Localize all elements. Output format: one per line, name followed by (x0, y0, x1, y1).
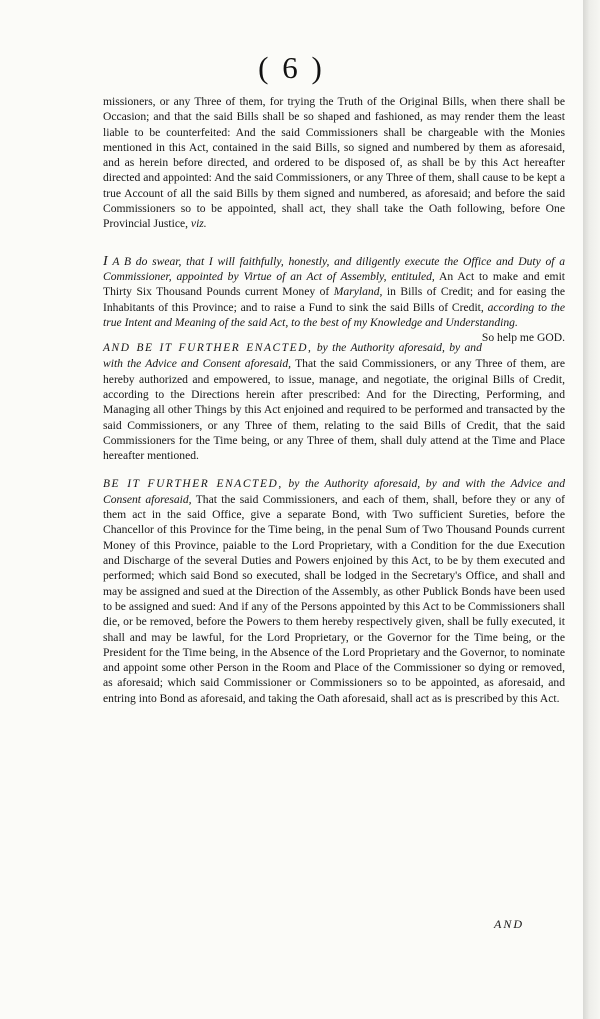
oath-closing: So help me GOD. (481, 331, 565, 345)
act-title-part1: An Act to make and emit Thirty Six Thousand Pounds current Money of (103, 269, 566, 299)
paragraph-text: That the said Commissioners, or any Three of them, are hereby authorized and empowered, to issue, manage, and negotiate, the original Bills of Credit, according to the Directions herein after prescribed: And for the Directing, Performing, and Managing all other Things by this Act enjoined and required to be performed and transacted by the said Commissioners, or any Three of them, relating to the said Bills of Credit, that the said Commissioners for the Time being, or any Three of them, shall duly attend at the Time and Place hereafter mentioned. (103, 357, 565, 463)
oath-initial: I (103, 253, 108, 269)
paragraph-text: missioners, or any Three of them, for trying the Truth of the Original Bills, when there shall be Occasion; and that the said Bills shall be so shaped and fashioned, as may render them the least liable to be counterfeited: And the said Commissioners shall be chargeable with the Monies mentioned in this Act, contained in the said Bills, so signed and numbered by them as aforesaid, and as herein before directed, and ordered to be disposed of, as shall be by this Act hereafter directed and appointed: And the said Commissioners, or any Three of them, shall cause to be kept a true Account of all the said Bills by them signed and numbered, as aforesaid; and before the said Commissioners so to be appointed, shall act, they shall take the Oath following, before One Provincial Justice, (103, 95, 565, 231)
oath-italic-text: A B do swear, that I will faithfully, honestly, and diligently execute the Office and Duty of a Commissioner, appointed by Virtue of an Act of Assembly, entituled, (103, 254, 565, 283)
catchword: AND (494, 917, 524, 931)
authority-clause: by the Authority aforesaid, by and with the Advice and Consent aforesaid, (103, 341, 482, 371)
oath-italic-closing: according to the true Intent and Meaning of the said Act, to the best of my Knowledge and Understanding. (103, 300, 565, 329)
paragraph-commissioners-duties (103, 94, 565, 232)
paragraph-issue-bills (103, 340, 565, 463)
maryland-word: Maryland, (333, 285, 383, 299)
act-title-part2: in Bills of Credit; and for easing the Inhabitants of this Province; and to raise a Fund to sink the said Bills of Credit, (103, 285, 566, 314)
viz-word: viz. (190, 217, 207, 231)
body-text (103, 94, 565, 706)
paragraph-bond (103, 476, 565, 706)
enacting-clause: BE IT FURTHER ENACTED, (103, 477, 283, 490)
paragraph-text: That the said Commissioners, and each of them, shall, before they or any of them act in the said Office, give a separate Bond, with Two sufficient Sureties, before the Chancellor of this Province for the Time being, in the penal Sum of Two Thousand Pounds current Money of this Province, paiable to the Lord Proprietary, with a Condition for the due Execution and Discharge of the several Duties and Powers enjoined by this Act, to be by them executed and performed; which said Bond so executed, shall be lodged in the Secretary's Office, and shall and may be assigned and sued at the Direction of the Assembly, as other Publick Bonds have been used to be assigned and sued: And if any of the Persons appointed by this Act to be Commissioners shall die, or be removed, before the Powers to them hereby respectively given, shall be fully executed, it shall and may be lawful, for the Lord Proprietary, or the Governor for the Time being, or the President for the Time being, in the Absence of the Lord Proprietary and the Governor, to nominate and appoint some other Person in the Room and Place of the Commissioner so dying or removed, as aforesaid; which said Commissioner or Commissioners so to be appointed, as aforesaid, and entring into Bond as aforesaid, and taking the Oath aforesaid, shall act as is prescribed by this Act. (103, 492, 566, 705)
enacting-clause: AND BE IT FURTHER ENACTED, (103, 342, 313, 355)
oath-paragraph (103, 253, 566, 345)
page-edge (583, 0, 600, 1019)
page-number: ( 6 ) (258, 50, 325, 85)
authority-clause: by the Authority aforesaid, by and with the Advice and Consent aforesaid, (103, 476, 565, 506)
